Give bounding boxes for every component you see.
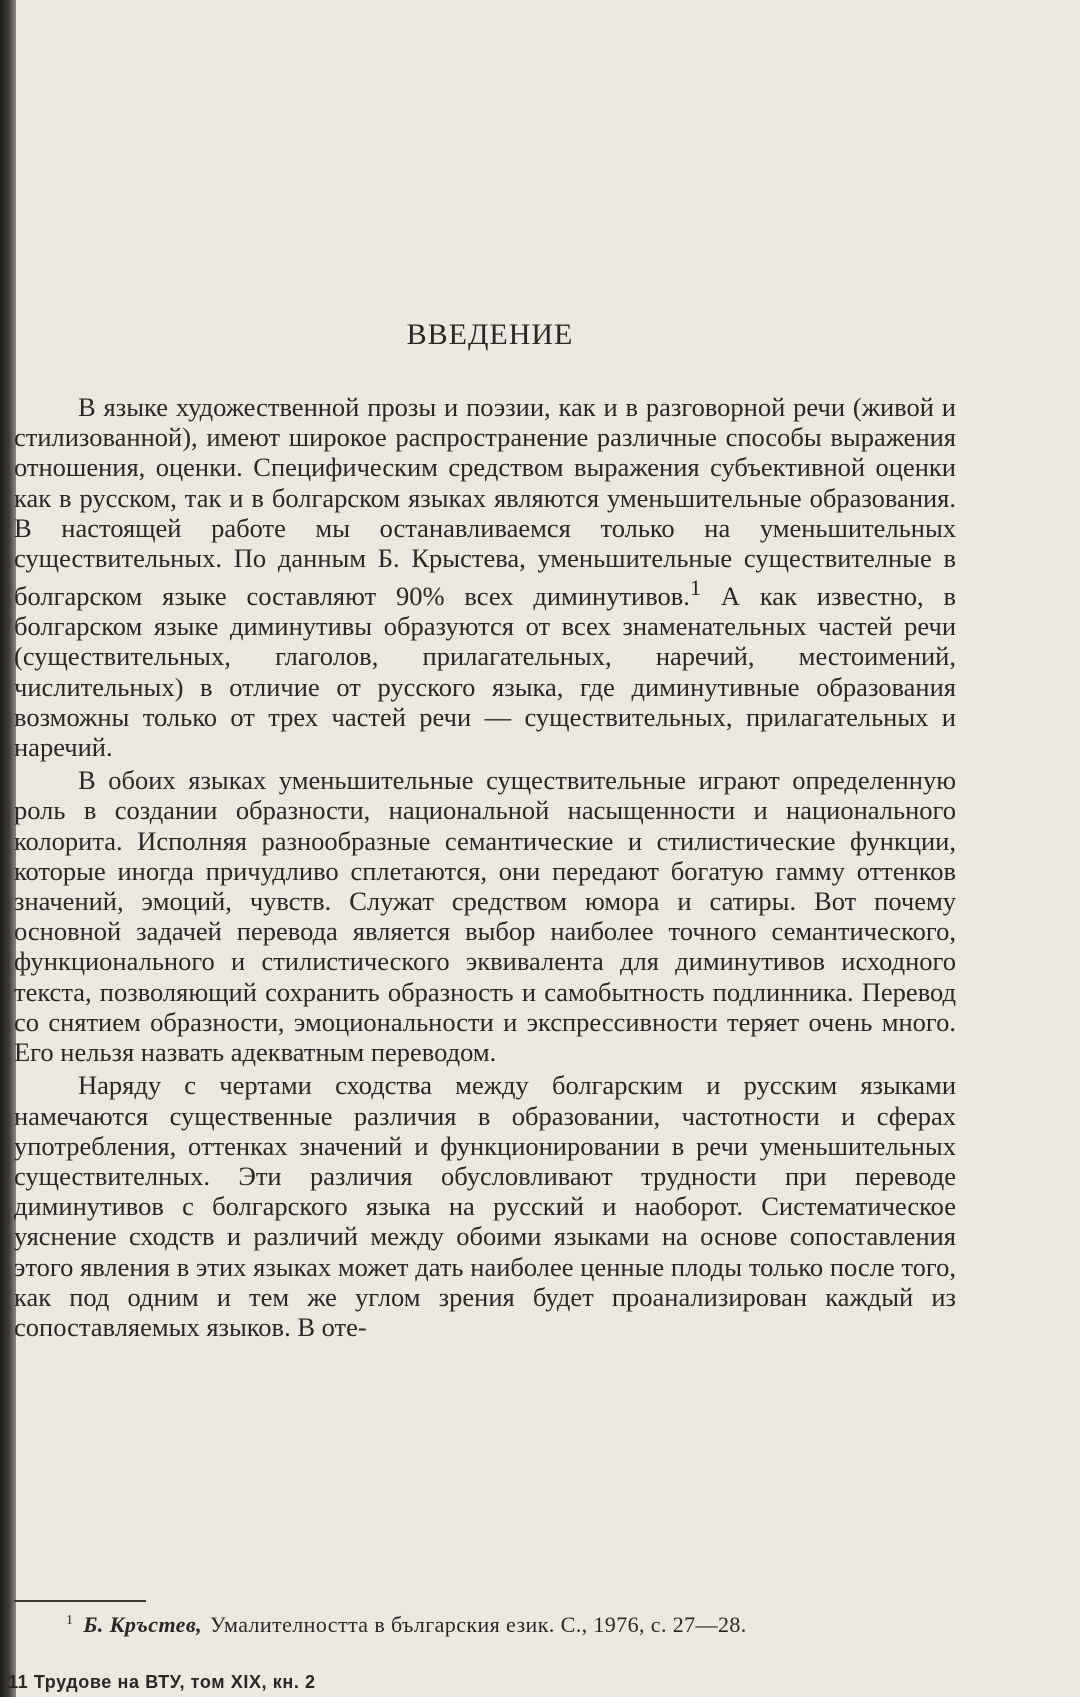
- page-title: ВВЕДЕНИЕ: [406, 318, 574, 351]
- paragraph-2: В обоих языках уменьшительные существительные играют определенную роль в создании образности, национальной насыщенности и национального колорита. Исполняя разнообразные семантические и стилистические функции, которые иногда причудливо сплетаются, они передают богатую гамму оттенков значений, эмоций, чувств. Служат средством юмора и сатиры. Вот почему основной задачей перевода является выбор наиболее точного семантического, функционального и стилистического эквивалента для диминутивов исходного текста, позволяющий сохранить образность и самобытность подлинника. Перевод со снятием образности, эмоциональности и экспрессивности теряет очень много. Его нельзя назвать адекватным переводом.: [14, 765, 956, 1068]
- body-text: [14, 392, 956, 1345]
- footnote-text: Умалителността в българския език. С., 1976, с. 27—28.: [209, 1612, 747, 1637]
- paragraph-1: [14, 392, 956, 762]
- footnote-ref: 1: [689, 575, 701, 601]
- paragraph-1-text: В языке художественной прозы и поэзии, как и в разговорной речи (живой и стилизованной), имеют широкое распространение различные способы выражения отношения, оценки. Специфическим средством выражения субъективной оценки как в русском, так и в болгарском языках являются уменьшительные образования. В настоящей работе мы останавливаемся только на уменьшительных существительных. По данным Б. Крыстева, уменьшительные существителные в болгарском языке составляют 90% всех диминутивов.: [14, 392, 956, 612]
- footnote-number: 1: [66, 1612, 74, 1628]
- footnote: [66, 1612, 966, 1638]
- paragraph-3: Наряду с чертами сходства между болгарским и русским языками намечаются существенные различия в образовании, частотности и сферах употребления, оттенках значений и функционировании в речи уменьшительных существителных. Эти различия обусловливают трудности при переводе диминутивов с болгарского языка на русский и наоборот. Систематическое уяснение сходств и различий между обоими языками на основе сопоставления этого явления в этих языках может дать наиболее ценные плоды только после того, как под одним и тем же углом зрения будет проанализирован каждый из сопоставляемых языков. В оте-: [14, 1070, 956, 1342]
- footnote-author: Б. Кръстев,: [83, 1612, 202, 1637]
- paragraph-1-continuation: А как известно, в болгарском языке диминутивы образуются от всех знаменательных частей речи (существительных, глаголов, прилагательных, наречий, местоимений, числительных) в отличие от русского языка, где диминутивные образования возможны только от трех частей речи — существительных, прилагательных и наречий.: [14, 581, 956, 763]
- printer-signature: 11 Трудове на ВТУ, том XIX, кн. 2: [8, 1672, 316, 1692]
- footnote-separator: [14, 1600, 146, 1602]
